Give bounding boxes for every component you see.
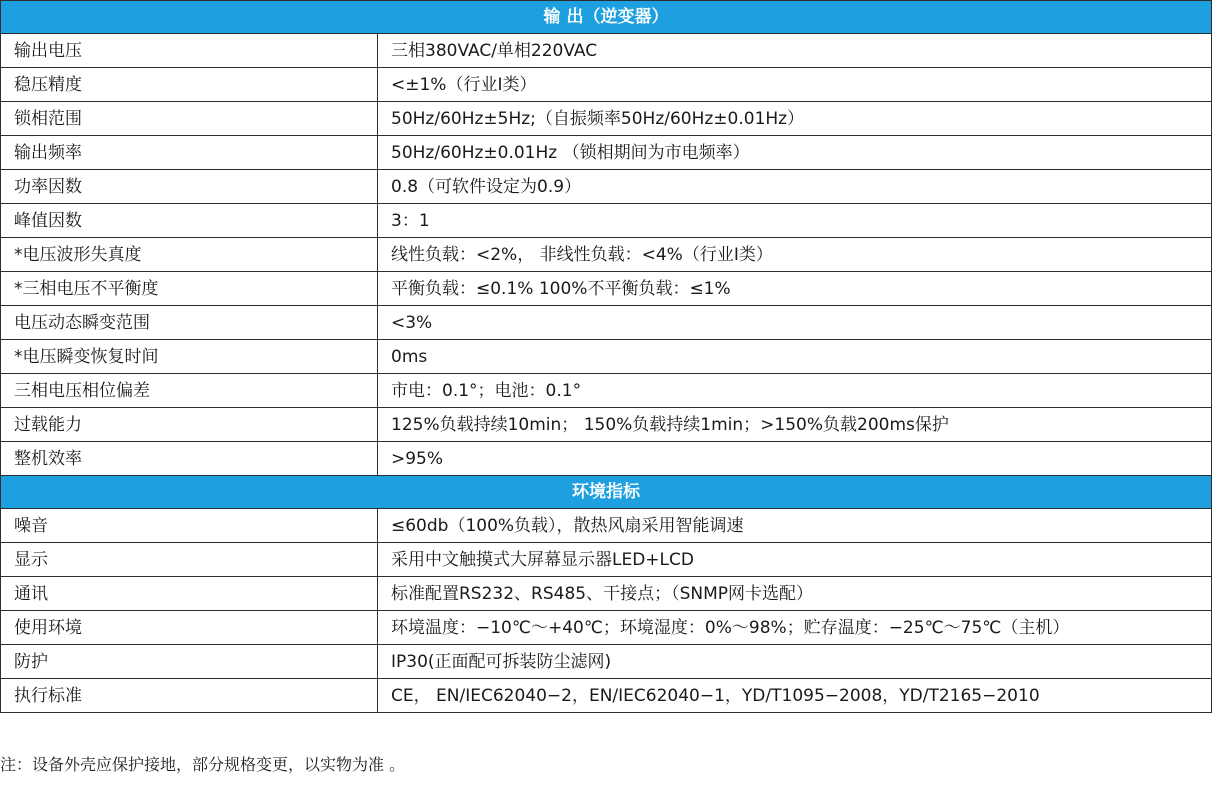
row-label: 防护	[1, 645, 378, 679]
row-label: 执行标准	[1, 679, 378, 713]
row-label: 使用环境	[1, 611, 378, 645]
table-row	[1, 374, 1212, 408]
table-row	[1, 611, 1212, 645]
row-label: *电压瞬变恢复时间	[1, 340, 378, 374]
row-label: 锁相范围	[1, 102, 378, 136]
section-title-output: 输 出（逆变器）	[1, 1, 1212, 34]
row-value: 125%负载持续10min； 150%负载持续1min；>150%负载200ms保护	[378, 408, 1212, 442]
table-row	[1, 34, 1212, 68]
row-label: 噪音	[1, 509, 378, 543]
table-row	[1, 170, 1212, 204]
row-value: 三相380VAC/单相220VAC	[378, 34, 1212, 68]
row-label: 输出电压	[1, 34, 378, 68]
table-row	[1, 238, 1212, 272]
table-row	[1, 136, 1212, 170]
section-title-environment: 环境指标	[1, 476, 1212, 509]
table-row	[1, 272, 1212, 306]
row-label: *电压波形失真度	[1, 238, 378, 272]
row-label: 整机效率	[1, 442, 378, 476]
row-label: 电压动态瞬变范围	[1, 306, 378, 340]
row-value: IP30(正面配可拆装防尘滤网)	[378, 645, 1212, 679]
row-value: >95%	[378, 442, 1212, 476]
row-value: 环境温度：−10℃～+40℃；环境湿度：0%～98%；贮存温度：−25℃～75℃（主机）	[378, 611, 1212, 645]
row-value: <±1%（行业Ⅰ类）	[378, 68, 1212, 102]
table-row	[1, 408, 1212, 442]
table-row	[1, 543, 1212, 577]
row-value: 市电：0.1°；电池：0.1°	[378, 374, 1212, 408]
row-value: 线性负载：<2%， 非线性负载：<4%（行业Ⅰ类）	[378, 238, 1212, 272]
table-row	[1, 68, 1212, 102]
row-value: CE， EN/IEC62040−2，EN/IEC62040−1，YD/T1095−2008，YD/T2165−2010	[378, 679, 1212, 713]
row-label: *三相电压不平衡度	[1, 272, 378, 306]
row-value: 采用中文触摸式大屏幕显示器LED+LCD	[378, 543, 1212, 577]
row-value: 50Hz/60Hz±0.01Hz （锁相期间为市电频率）	[378, 136, 1212, 170]
row-label: 功率因数	[1, 170, 378, 204]
footnote: 注：设备外壳应保护接地，部分规格变更，以实物为准 。	[0, 755, 406, 774]
section-header-output	[1, 1, 1212, 34]
row-value: 0.8（可软件设定为0.9）	[378, 170, 1212, 204]
row-label: 通讯	[1, 577, 378, 611]
table-row	[1, 577, 1212, 611]
row-value: <3%	[378, 306, 1212, 340]
section-header-environment	[1, 476, 1212, 509]
row-value: 平衡负载：≤0.1% 100%不平衡负载：≤1%	[378, 272, 1212, 306]
row-value: ≤60db（100%负载），散热风扇采用智能调速	[378, 509, 1212, 543]
table-row	[1, 102, 1212, 136]
table-row	[1, 645, 1212, 679]
table-row	[1, 340, 1212, 374]
row-label: 稳压精度	[1, 68, 378, 102]
row-value: 3：1	[378, 204, 1212, 238]
table-row	[1, 509, 1212, 543]
spec-table-body	[1, 1, 1212, 713]
row-label: 显示	[1, 543, 378, 577]
table-row	[1, 306, 1212, 340]
row-value: 标准配置RS232、RS485、干接点；（SNMP网卡选配）	[378, 577, 1212, 611]
row-value: 50Hz/60Hz±5Hz;（自振频率50Hz/60Hz±0.01Hz）	[378, 102, 1212, 136]
row-label: 过载能力	[1, 408, 378, 442]
row-value: 0ms	[378, 340, 1212, 374]
table-row	[1, 679, 1212, 713]
table-row	[1, 442, 1212, 476]
row-label: 峰值因数	[1, 204, 378, 238]
table-row	[1, 204, 1212, 238]
row-label: 三相电压相位偏差	[1, 374, 378, 408]
row-label: 输出频率	[1, 136, 378, 170]
